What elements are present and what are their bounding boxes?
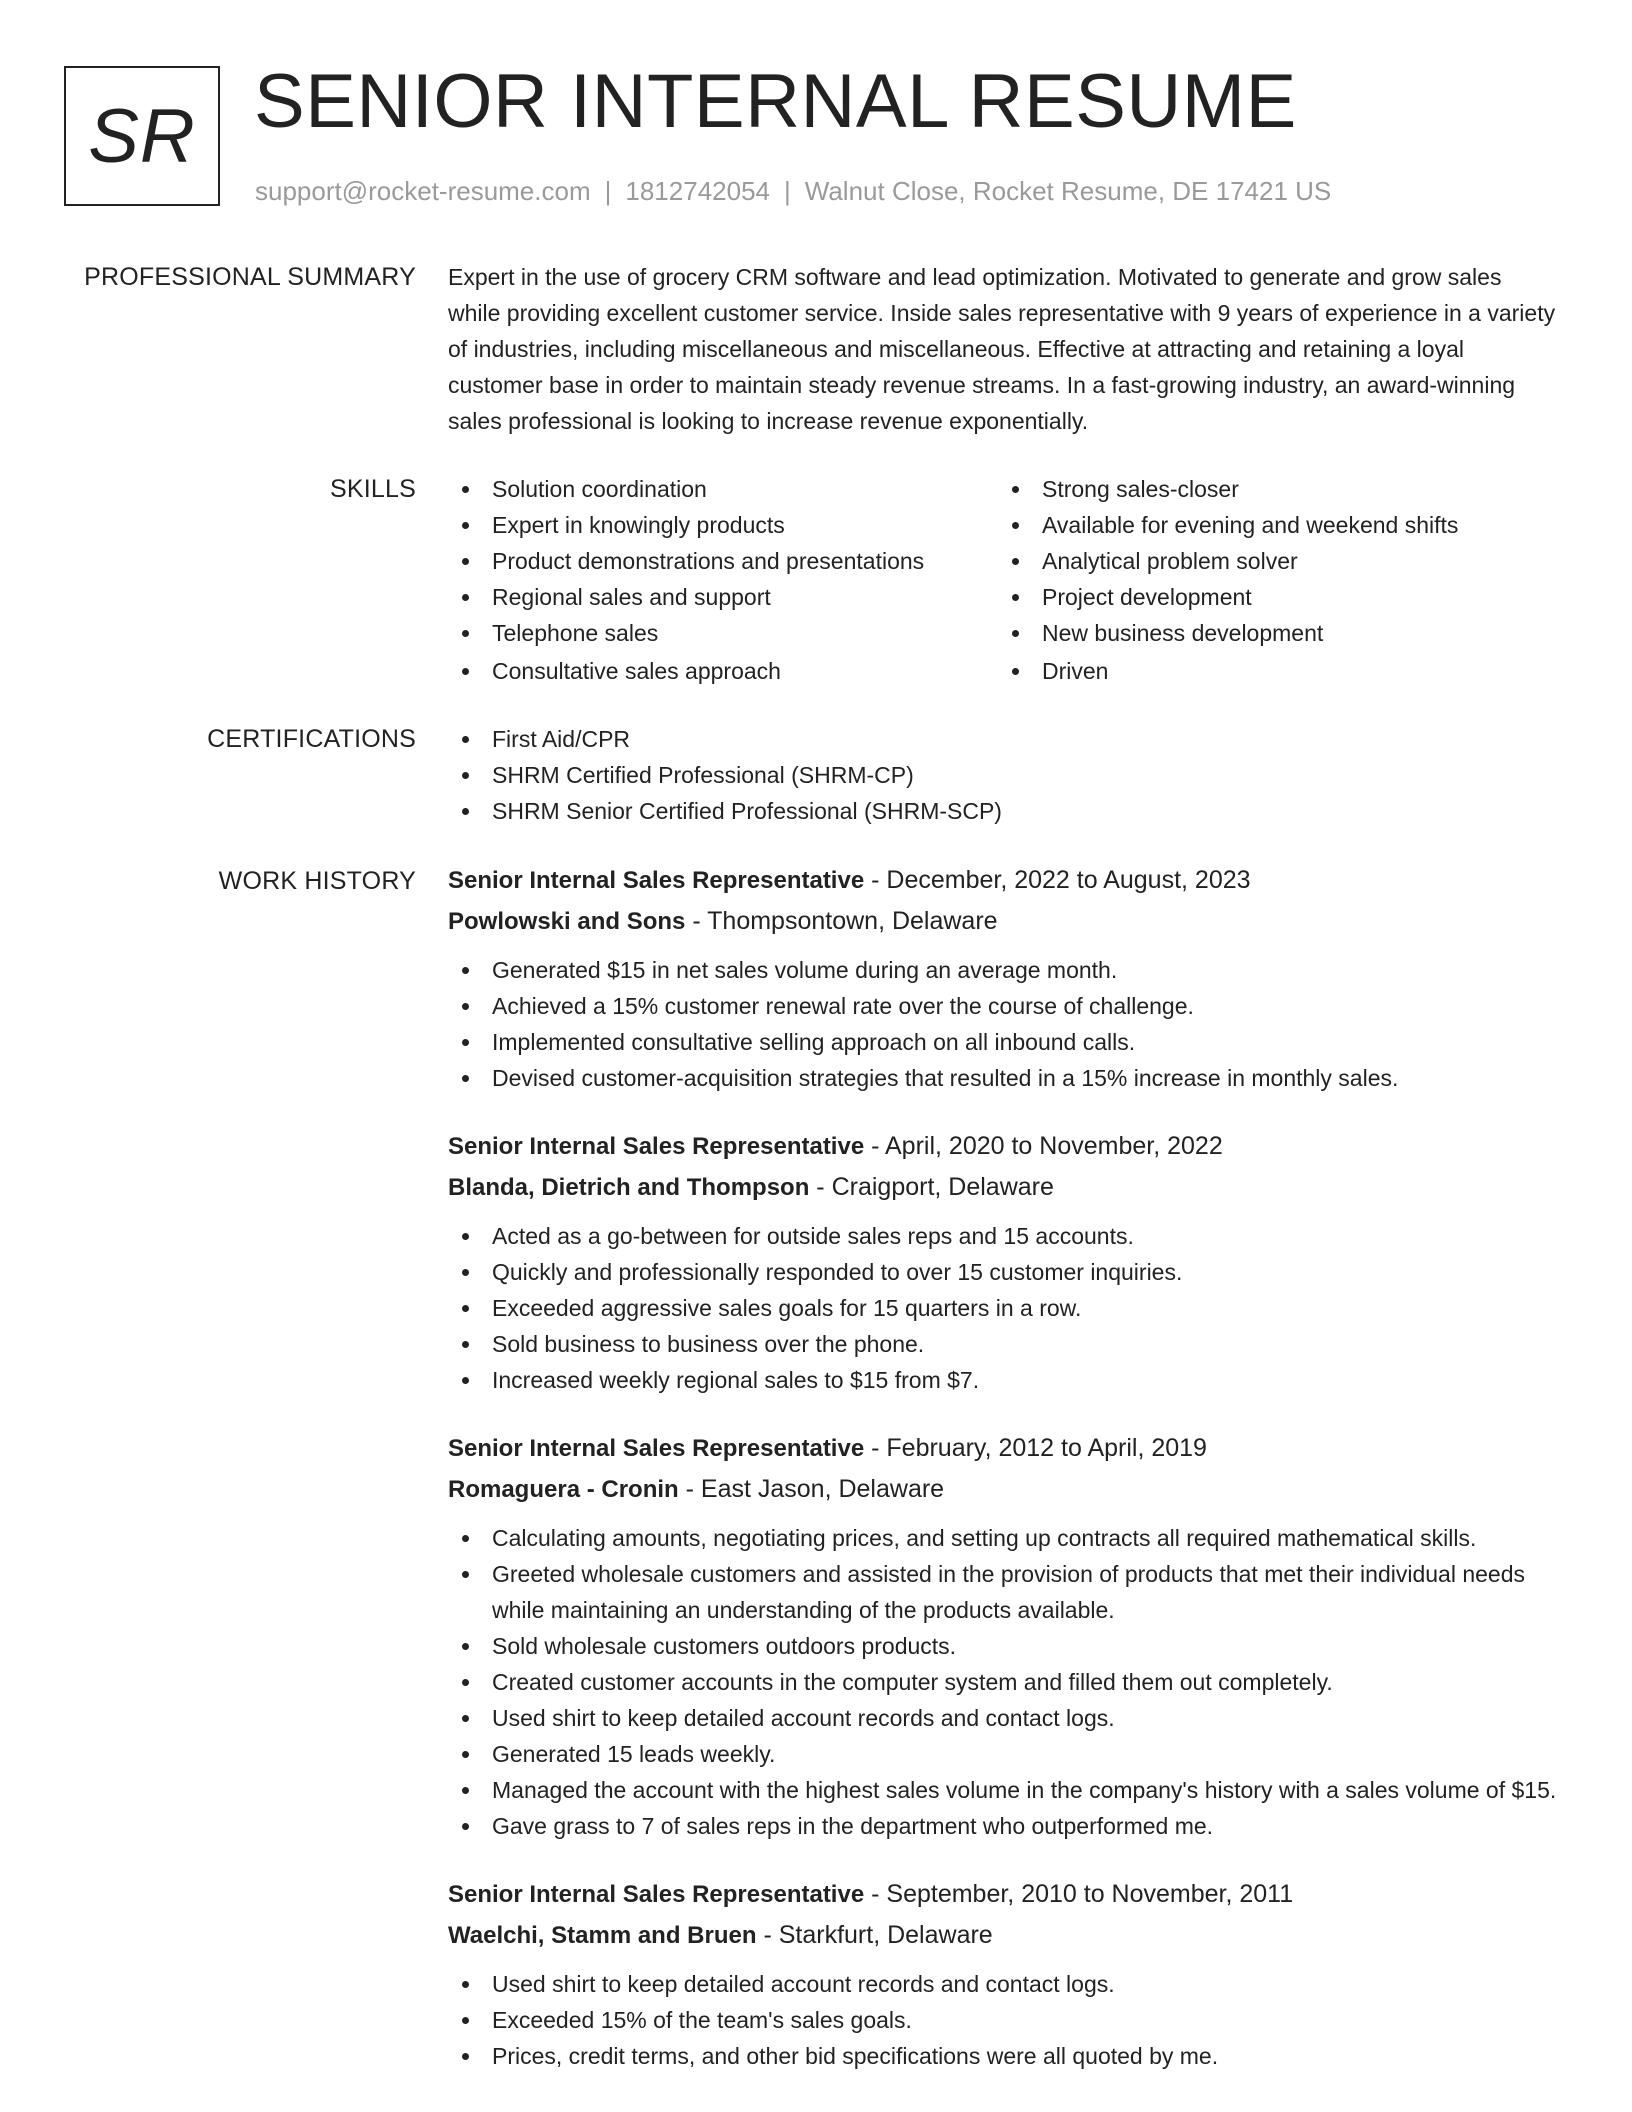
skill-item: Project development [998,579,1548,615]
job-bullet: Created customer accounts in the computer system and filled them out completely. [448,1664,1568,1700]
job-location: - Craigport, Delaware [809,1173,1054,1201]
contact-separator: | [784,176,791,206]
skill-item: Analytical problem solver [998,543,1548,579]
summary-body [448,259,1558,439]
certification-item: SHRM Certified Professional (SHRM-CP) [448,757,1568,793]
job-bullet: Calculating amounts, negotiating prices, and setting up contracts all required mathematical skills. [448,1520,1568,1556]
contact-address: Walnut Close, Rocket Resume, DE 17421 US [804,176,1332,206]
skill-item: Telephone sales [448,615,998,651]
summary-text: Expert in the use of grocery CRM software and lead optimization. Motivated to generate and grow sales while providing excellent customer service. Inside sales representative with 9 years of experience in a variety of industries, including miscellaneous and miscellaneous. Effective at attracting and retaining a loyal customer base in order to maintain steady revenue streams. In a fast-growing industry, an award-winning sales professional is looking to increase revenue exponentially. [448,264,1556,434]
job-bullet: Exceeded aggressive sales goals for 15 quarters in a row. [448,1290,1568,1326]
job-bullet: Sold wholesale customers outdoors products. [448,1628,1568,1664]
skill-item: Driven [998,653,1548,689]
job-bullets [448,952,1568,1096]
section-label-summary: PROFESSIONAL SUMMARY [84,263,416,291]
job-company: Powlowski and Sons [448,908,686,935]
skills-body [448,471,1568,689]
job-location: - East Jason, Delaware [678,1475,945,1503]
job-bullet: Acted as a go-between for outside sales reps and 15 accounts. [448,1218,1568,1254]
contact-email[interactable]: support@rocket-resume.com [255,176,591,206]
job-company-line [448,1469,1568,1510]
job-entry [448,1126,1568,1398]
skill-item: Product demonstrations and presentations [448,543,998,579]
contact-line [255,176,1331,206]
contact-phone[interactable]: 1812742054 [625,176,770,206]
job-dates: - December, 2022 to August, 2023 [864,866,1251,894]
certifications-list [448,721,1568,829]
section-label-skills: SKILLS [330,475,416,503]
job-title: Senior Internal Sales Representative [448,867,865,894]
job-bullet: Exceeded 15% of the team's sales goals. [448,2002,1568,2038]
section-label-work-history: WORK HISTORY [218,867,416,895]
work-history-body [448,860,1568,2104]
job-title: Senior Internal Sales Representative [448,1881,865,1908]
job-bullet: Increased weekly regional sales to $15 from $7. [448,1362,1568,1398]
job-bullet: Generated 15 leads weekly. [448,1736,1568,1772]
job-bullet: Greeted wholesale customers and assisted in the provision of products that met their individual needs while maintaining an understanding of the products available. [448,1556,1568,1628]
resume-name: SENIOR INTERNAL RESUME [254,59,1297,144]
job-dates: - April, 2020 to November, 2022 [864,1132,1223,1160]
job-entry [448,1874,1568,2074]
certification-item: SHRM Senior Certified Professional (SHRM-SCP) [448,793,1568,829]
job-title-line [448,1428,1568,1469]
certification-item: First Aid/CPR [448,721,1568,757]
job-company-line [448,1915,1568,1956]
job-bullet: Used shirt to keep detailed account records and contact logs. [448,1966,1568,2002]
job-title-line [448,1874,1568,1915]
job-bullet: Generated $15 in net sales volume during an average month. [448,952,1568,988]
skill-item: Available for evening and weekend shifts [998,507,1548,543]
skill-item: Regional sales and support [448,579,998,615]
job-title: Senior Internal Sales Representative [448,1435,865,1462]
job-dates: - February, 2012 to April, 2019 [864,1434,1207,1462]
certifications-body [448,721,1568,829]
job-bullet: Managed the account with the highest sales volume in the company's history with a sales volume of $15. [448,1772,1568,1808]
skill-item: New business development [998,615,1548,651]
section-label-certifications: CERTIFICATIONS [207,725,416,753]
job-title: Senior Internal Sales Representative [448,1133,865,1160]
skills-column-right [998,471,1548,689]
job-title-line [448,1126,1568,1167]
job-dates: - September, 2010 to November, 2011 [864,1880,1294,1908]
job-location: - Thompsontown, Delaware [685,907,998,935]
skill-item: Strong sales-closer [998,471,1548,507]
job-bullets [448,1218,1568,1398]
job-bullet: Quickly and professionally responded to over 15 customer inquiries. [448,1254,1568,1290]
job-location: - Starkfurt, Delaware [756,1921,993,1949]
skill-item: Expert in knowingly products [448,507,998,543]
monogram-badge [64,66,220,206]
job-company-line [448,1167,1568,1208]
contact-separator: | [604,176,612,206]
monogram-initials: SR [88,93,196,179]
job-bullets [448,1520,1568,1844]
job-bullets [448,1966,1568,2074]
skills-column-left [448,471,998,689]
job-company: Waelchi, Stamm and Bruen [448,1922,757,1949]
job-bullet: Devised customer-acquisition strategies that resulted in a 15% increase in monthly sales. [448,1060,1568,1096]
job-company: Romaguera - Cronin [448,1476,679,1503]
job-bullet: Sold business to business over the phone. [448,1326,1568,1362]
job-bullet: Gave grass to 7 of sales reps in the department who outperformed me. [448,1808,1568,1844]
skill-item: Consultative sales approach [448,653,998,689]
skills-columns [448,471,1568,689]
job-bullet: Used shirt to keep detailed account records and contact logs. [448,1700,1568,1736]
skills-list-right [998,471,1548,689]
job-bullet: Achieved a 15% customer renewal rate over the course of challenge. [448,988,1568,1024]
skill-item: Solution coordination [448,471,998,507]
job-bullet: Prices, credit terms, and other bid specifications were all quoted by me. [448,2038,1568,2074]
job-company: Blanda, Dietrich and Thompson [448,1174,810,1201]
job-company-line [448,901,1568,942]
job-bullet: Implemented consultative selling approach on all inbound calls. [448,1024,1568,1060]
job-entry [448,1428,1568,1844]
job-entry [448,860,1568,1096]
skills-list-left [448,471,998,689]
job-title-line [448,860,1568,901]
